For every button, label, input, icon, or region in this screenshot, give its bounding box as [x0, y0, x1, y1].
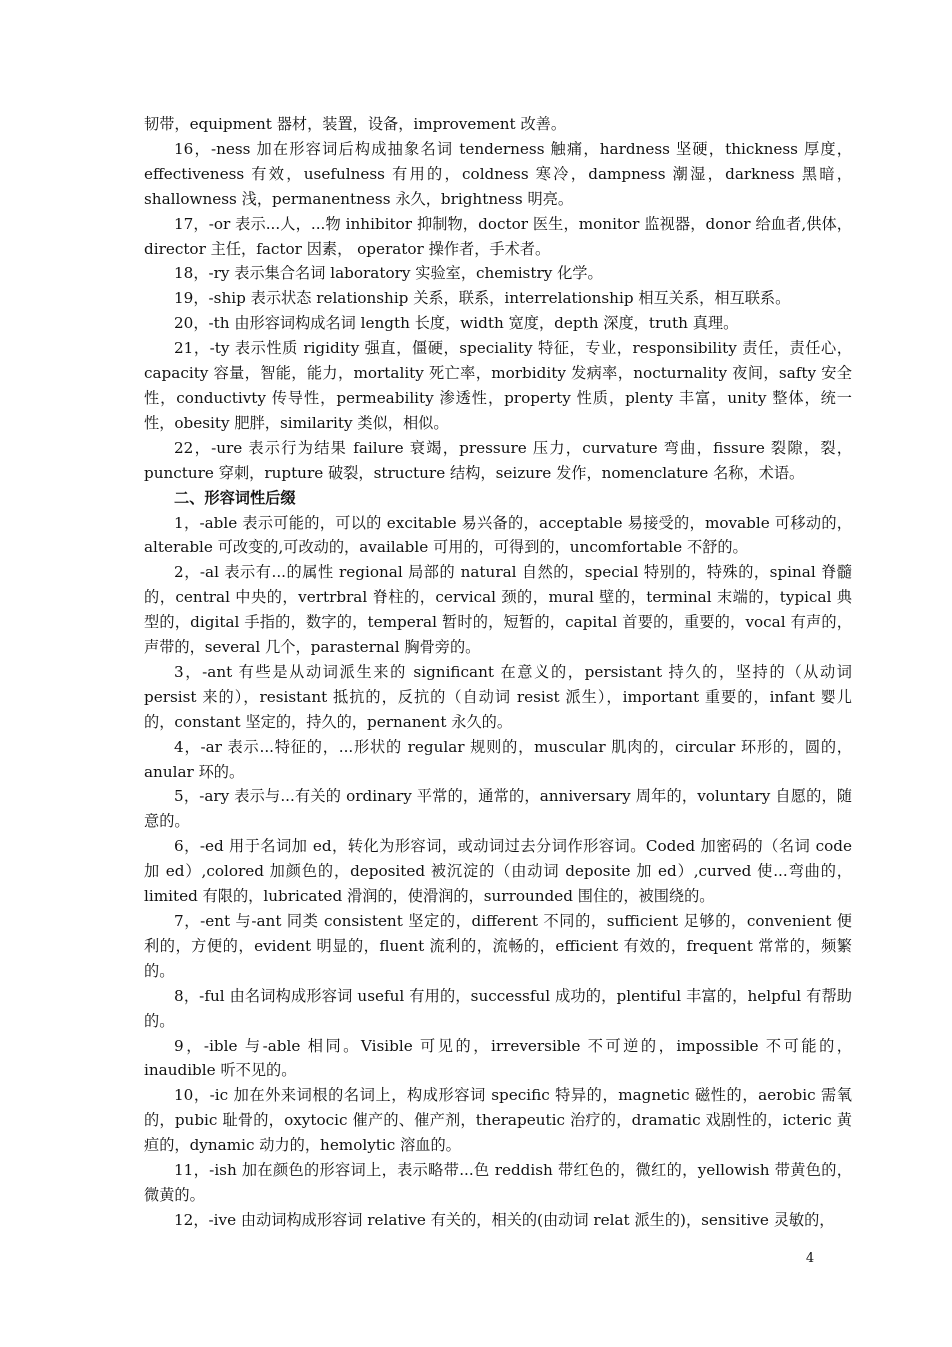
- paragraph-item-7: 7，-ent 与-ant 同类 consistent 坚定的，different 不同的，sufficient 足够的，convenient 便利的，方便的，evident 明显的，fluent 流利的，流畅的，efficient 有效的，frequent 常常的，频繁的。: [144, 912, 852, 980]
- paragraph-item-21: 21，-ty 表示性质 rigidity 强直，僵硬，speciality 特征，专业，responsibility 责任，责任心，capacity 容量，智能，能力，mortality 死亡率，morbidity 发病率，nocturnality 夜间，safty 安全性，conductivty 传导性，permeability 渗透性，property 性质，plenty 丰富，unity 整体，统一性，obesity 肥胖，similarity 类似，相似。: [144, 339, 852, 432]
- paragraph-continuation: 韧带，equipment 器材，装置，设备，improvement 改善。: [144, 115, 567, 133]
- paragraph-item-20: 20，-th 由形容词构成名词 length 长度，width 宽度，depth 深度，truth 真理。: [174, 314, 739, 333]
- section-heading-adjective-suffixes: 二、形容词性后缀: [174, 488, 296, 507]
- paragraph-item-2: 2，-al 表示有...的属性 regional 局部的 natural 自然的，special 特别的，特殊的，spinal 脊髓的，central 中央的，vertrbral 脊柱的，cervical 颈的，mural 壁的，terminal 末端的，typical 典型的，digital 手指的，数字的，temperal 暂时的，短暂的，capital 首要的，重要的，vocal 有声的，声带的，several 几个，parasternal 胸骨旁的。: [144, 563, 852, 657]
- paragraph-item-17: 17，-or 表示...人，...物 inhibitor 抑制物，doctor 医生，monitor 监视器，donor 给血者,供体，director 主任，factor 因素， operator 操作者，手术者。: [144, 214, 852, 258]
- paragraph-item-11: 11，-ish 加在颜色的形容词上，表示略带...色 reddish 带红色的，微红的，yellowish 带黄色的，微黄的。: [144, 1161, 852, 1204]
- paragraph-item-1: 1，-able 表示可能的，可以的 excitable 易兴备的，acceptable 易接受的，movable 可移动的，alterable 可改变的,可改动的，available 可用的，可得到的，uncomfortable 不舒的。: [144, 513, 852, 557]
- paragraph-item-22: 22，-ure 表示行为结果 failure 衰竭，pressure 压力，curvature 弯曲，fissure 裂隙，裂，puncture 穿刺，rupture 破裂，structure 结构，seizure 发作，nomenclature 名称，术语。: [144, 438, 852, 482]
- paragraph-item-10: 10，-ic 加在外来词根的名词上，构成形容词 specific 特异的，magnetic 磁性的，aerobic 需氧的，pubic 耻骨的，oxytocic 催产的、催产剂，therapeutic 治疗的，dramatic 戏剧性的，icteric 黄疸的，dynamic 动力的，hemolytic 溶血的。: [144, 1086, 852, 1155]
- paragraph-item-8: 8，-ful 由名词构成形容词 useful 有用的，successful 成功的，plentiful 丰富的，helpful 有帮助的。: [144, 986, 852, 1030]
- paragraph-item-3: 3，-ant 有些是从动词派生来的 significant 在意义的，persistant 持久的，坚持的（从动词 persist 来的），resistant 抵抗的，反抗的（自动词 resist 派生），important 重要的，infant 婴儿的，constant 坚定的，持久的，pernanent 永久的。: [144, 662, 852, 731]
- paragraph-item-9: 9，-ible 与-able 相同。Visible 可见的，irreversible 不可逆的，impossible 不可能的，inaudible 听不见的。: [144, 1036, 852, 1080]
- paragraph-item-19: 19，-ship 表示状态 relationship 关系，联系，interrelationship 相互关系，相互联系。: [174, 289, 791, 308]
- document-body: [144, 112, 852, 1233]
- paragraph-item-6: 6，-ed 用于名词加 ed，转化为形容词，或动词过去分词作形容词。Coded 加密码的（名词 code 加 ed）,colored 加颜色的，deposited 被沉淀的（由动词 deposite 加 ed）,curved 使...弯曲的，limited 有限的，lubricated 滑润的，使滑润的，surrounded 围住的，被围绕的。: [144, 837, 852, 906]
- page-number: 4: [805, 1251, 815, 1266]
- paragraph-item-12: 12，-ive 由动词构成形容词 relative 有关的，相关的(由动词 relat 派生的)，sensitive 灵敏的，: [174, 1210, 835, 1229]
- paragraph-item-4: 4，-ar 表示...特征的，...形状的 regular 规则的，muscular 肌肉的，circular 环形的，圆的，anular 环的。: [144, 737, 852, 781]
- paragraph-item-18: 18，-ry 表示集合名词 laboratory 实验室，chemistry 化学。: [174, 264, 603, 283]
- paragraph-item-16: 16，-ness 加在形容词后构成抽象名词 tenderness 触痛，hardness 坚硬，thickness 厚度，effectiveness 有效，usefulness 有用的，coldness 寒冷，dampness 潮湿，darkness 黑暗，shallowness 浅，permanentness 永久，brightness 明亮。: [144, 139, 852, 208]
- paragraph-item-5: 5，-ary 表示与...有关的 ordinary 平常的，通常的，anniversary 周年的，voluntary 自愿的，随意的。: [144, 787, 852, 831]
